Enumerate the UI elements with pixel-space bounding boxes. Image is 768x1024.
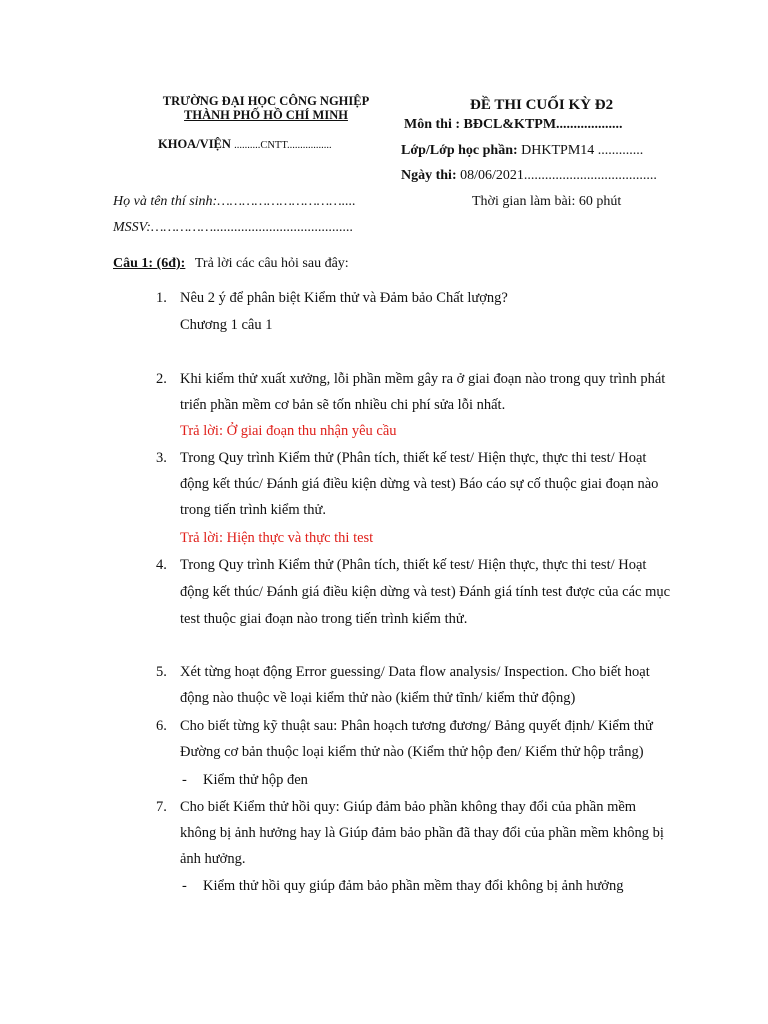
subject-label: Môn thi : [404, 117, 460, 132]
q1-line1: Nêu 2 ý để phân biệt Kiểm thử và Đảm bảo Chất lượng? [180, 290, 508, 306]
faculty-value: ..........CNTT................. [234, 140, 332, 151]
section1-title: Câu 1: (6đ): [113, 256, 186, 271]
school-line2: THÀNH PHỐ HỒ CHÍ MINH [184, 108, 348, 122]
q6-number: 6. [156, 718, 167, 734]
subject-row [404, 117, 623, 133]
q4-number: 4. [156, 557, 167, 573]
q3-number: 3. [156, 450, 167, 466]
q6-line2: Đường cơ bản thuộc loại kiểm thử nào (Kiểm thử hộp đen/ Kiểm thử hộp trắng) [180, 744, 644, 760]
q2-answer: Trả lời: Ở giai đoạn thu nhận yêu cầu [180, 423, 397, 439]
class-value: DHKTPM14 ............. [521, 143, 644, 158]
date-value: 08/06/2021...................................... [460, 168, 657, 183]
exam-title: ĐỀ THI CUỐI KỲ Đ2 [470, 97, 614, 113]
school-line1: TRƯỜNG ĐẠI HỌC CÔNG NGHIỆP [162, 94, 370, 108]
student-name-field: Họ và tên thí sinh:………………………….... [113, 194, 356, 209]
q7-bullet: Kiểm thử hồi quy giúp đảm bảo phần mềm thay đổi không bị ảnh hưởng [203, 878, 624, 894]
section1-instruction: Trả lời các câu hỏi sau đây: [194, 256, 349, 271]
q3-line1: Trong Quy trình Kiểm thử (Phân tích, thiết kế test/ Hiện thực, thực thi test/ Hoạt [180, 450, 647, 466]
subject-value: BĐCL&KTPM................... [463, 117, 623, 132]
q2-line2: triển phần mềm cơ bản sẽ tốn nhiều chi phí sửa lỗi nhất. [180, 397, 506, 413]
faculty-row [158, 137, 332, 152]
q3-answer: Trả lời: Hiện thực và thực thi test [180, 530, 374, 546]
date-row [401, 168, 657, 184]
q6-bullet-dash: - [182, 772, 187, 788]
q6-line1: Cho biết từng kỹ thuật sau: Phân hoạch tương đương/ Bảng quyết định/ Kiểm thử [180, 718, 653, 734]
class-row [401, 143, 643, 159]
q5-line2: động nào thuộc về loại kiểm thử nào (kiểm thử tĩnh/ kiểm thử động) [180, 690, 576, 706]
date-label: Ngày thi: [401, 168, 457, 183]
q2-line1: Khi kiểm thử xuất xưởng, lỗi phần mềm gây ra ở giai đoạn nào trong quy trình phát [180, 371, 666, 387]
q7-line3: ảnh hưởng. [180, 851, 246, 867]
class-label: Lớp/Lớp học phần: [401, 143, 518, 158]
q1-number: 1. [156, 290, 167, 306]
q3-line2: động kết thúc/ Đánh giá điều kiện dừng và test) Báo cáo sự cố thuộc giai đoạn nào [180, 476, 659, 492]
q7-bullet-dash: - [182, 878, 187, 894]
section1-heading [113, 256, 349, 272]
q4-line3: test thuộc giai đoạn nào trong tiến trình kiểm thử. [180, 611, 468, 627]
q3-line3: trong tiến trình kiểm thử. [180, 502, 326, 518]
q5-number: 5. [156, 664, 167, 680]
school-name [136, 94, 396, 122]
q6-bullet: Kiểm thử hộp đen [203, 772, 308, 788]
student-id-field: MSSV:……………........................................ [113, 220, 354, 235]
q7-line2: không bị ảnh hưởng hay là Giúp đảm bảo phần đã thay đổi của phần mềm không bị [180, 825, 664, 841]
q4-line2: động kết thúc/ Đánh giá điều kiện dừng và test) Đánh giá tính test được của các mục [180, 584, 671, 600]
q5-line1: Xét từng hoạt động Error guessing/ Data flow analysis/ Inspection. Cho biết hoạt [180, 664, 650, 680]
faculty-label: KHOA/VIỆN [158, 137, 231, 151]
q1-note: Chương 1 câu 1 [180, 317, 273, 333]
time-limit: Thời gian làm bài: 60 phút [472, 194, 622, 209]
q4-line1: Trong Quy trình Kiểm thử (Phân tích, thiết kế test/ Hiện thực, thực thi test/ Hoạt [180, 557, 647, 573]
q2-number: 2. [156, 371, 167, 387]
q7-number: 7. [156, 799, 167, 815]
q7-line1: Cho biết Kiểm thử hồi quy: Giúp đảm bảo phần không thay đổi của phần mềm [180, 799, 637, 815]
